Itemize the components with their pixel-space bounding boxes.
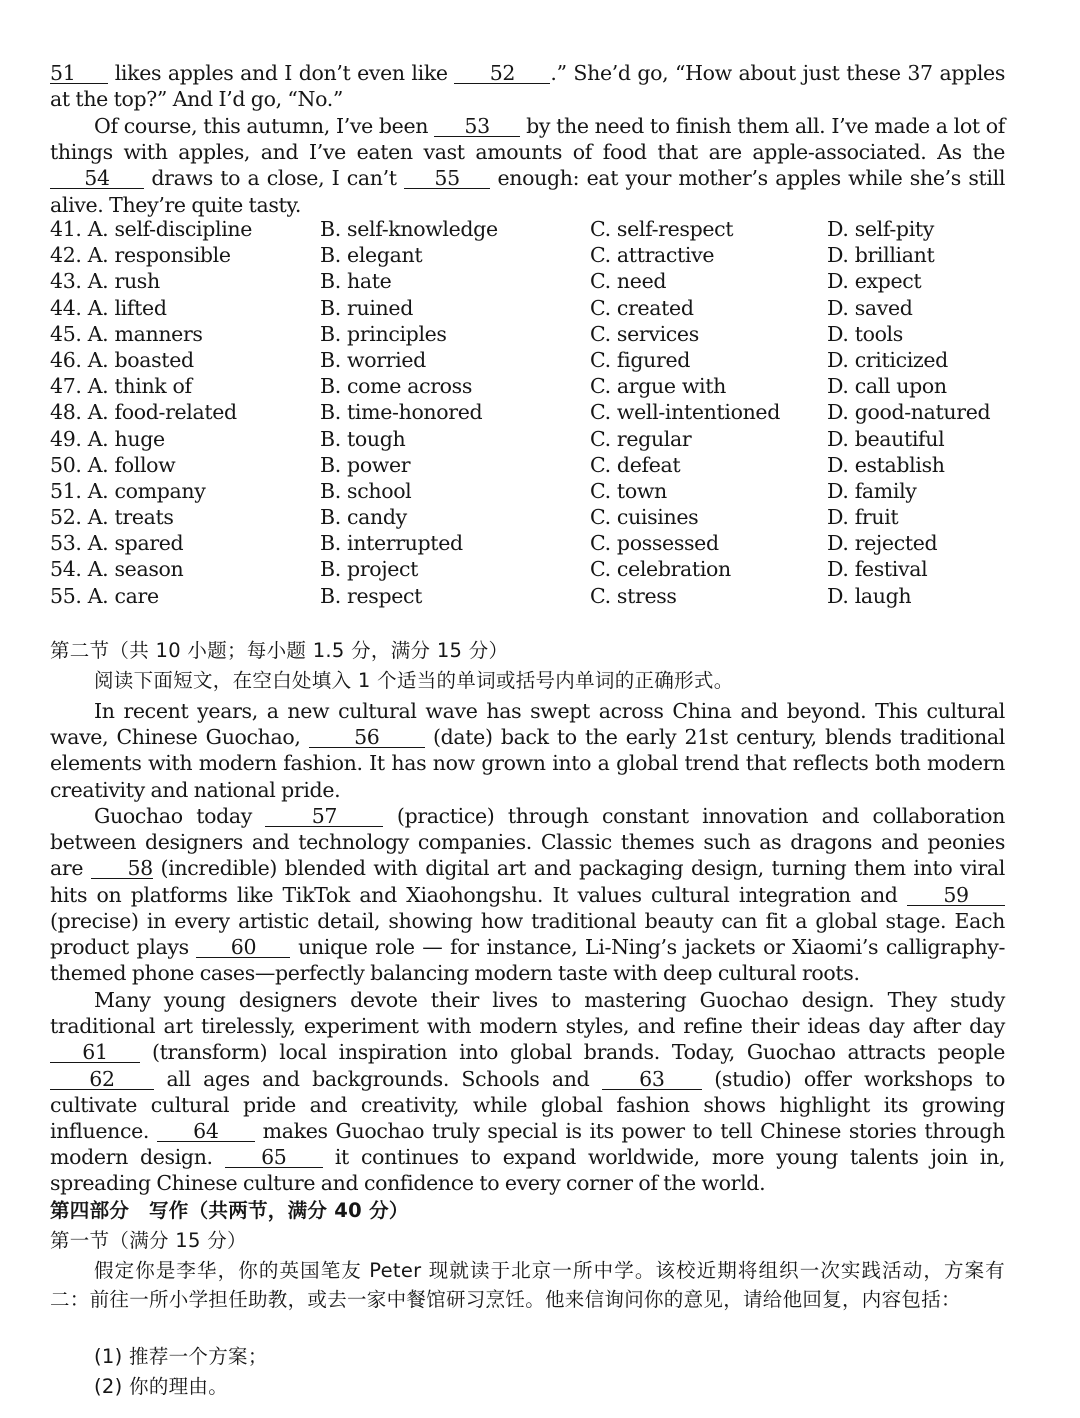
option-45-c: C. services [590,321,699,346]
option-55-c: C. stress [590,583,677,608]
blank-51: 51 [50,63,108,84]
blank-57: 57 [265,806,383,827]
option-45-a: 45. A. manners [50,321,203,346]
option-row-45 [50,322,1050,348]
blank-59: 59 [907,885,1005,906]
option-41-c: C. self-respect [590,217,734,241]
option-row-54 [50,557,1050,583]
option-52-a: 52. A. treats [50,505,174,530]
option-42-b: B. elegant [320,243,423,268]
blank-52: 52 [454,63,550,84]
grammar-paragraph-2 [50,803,1005,986]
option-43-a: 43. A. rush [50,269,160,294]
option-42-c: C. attractive [590,243,715,268]
passage-text: Of course, this autumn, I’ve been [94,114,429,138]
cloze-passage-end [50,60,1005,112]
passage-text: likes apples and I don’t even like [114,61,448,85]
option-42-d: D. brilliant [827,243,935,268]
option-54-b: B. project [320,557,419,582]
option-46-a: 46. A. boasted [50,347,194,372]
option-49-d: D. beautiful [827,426,945,451]
passage-text: enough: eat your mother’s apples while she’s still alive. They’re quite tasty. [50,166,1006,217]
blank-54: 54 [50,168,144,189]
option-47-d: D. call upon [827,374,947,399]
option-row-47 [50,374,1050,400]
option-row-51 [50,479,1050,505]
option-row-41 [50,217,1050,243]
blank-63: 63 [602,1069,702,1090]
option-row-49 [50,427,1050,453]
option-48-c: C. well-intentioned [590,400,780,425]
option-53-d: D. rejected [827,531,938,556]
option-45-b: B. principles [320,321,447,346]
option-50-c: C. defeat [590,452,681,477]
grammar-paragraph-3 [50,987,1005,1197]
option-43-c: C. need [590,269,667,294]
option-54-d: D. festival [827,557,928,582]
option-53-a: 53. A. spared [50,531,184,556]
option-53-b: B. interrupted [320,531,463,556]
option-41-d: D. self-pity [827,217,935,241]
part-4-section-1-heading: 第一节（满分 15 分） [50,1229,247,1252]
blank-61: 61 [50,1042,140,1063]
passage-text: (practice) through constant innovation and collaboration between designers and technology companies. Classic themes such as dragons and peonies are [50,804,1005,881]
writing-requirement-2: (2) 你的理由。 [94,1375,229,1398]
section-2-heading: 第二节（共 10 小题；每小题 1.5 分，满分 15 分） [50,639,509,662]
option-55-b: B. respect [320,583,423,608]
option-row-44 [50,296,1050,322]
passage-text: Guochao today [94,804,252,828]
options-table [50,217,1050,610]
grammar-paragraph-1 [50,698,1005,803]
option-row-42 [50,243,1050,269]
option-46-d: D. criticized [827,347,948,372]
passage-text: it continues to expand worldwide, more young talents join in, spreading Chinese culture and confidence to every corner of the world. [50,1145,1005,1196]
option-51-c: C. town [590,478,667,503]
passage-text: .” She’d go, “How about just these 37 apples at the top?” And I’d go, “No.” [50,61,1006,112]
option-row-52 [50,505,1050,531]
cloze-passage-paragraph [50,113,1005,218]
blank-62: 62 [50,1069,154,1090]
blank-65: 65 [225,1147,323,1168]
option-47-b: B. come across [320,374,472,399]
option-45-d: D. tools [827,321,903,346]
passage-text: Many young designers devote their lives to mastering Guochao design. They study traditional art tirelessly, experiment with modern styles, and refine their ideas day after day [50,988,1005,1039]
option-44-a: 44. A. lifted [50,295,167,320]
option-44-c: C. created [590,295,694,320]
option-51-b: B. school [320,478,412,503]
option-row-55 [50,584,1050,610]
option-49-a: 49. A. huge [50,426,165,451]
option-49-c: C. regular [590,426,692,451]
passage-text: (transform) local inspiration into global brands. Today, Guochao attracts people [151,1040,1005,1065]
blank-53: 53 [434,116,520,137]
section-2-instruction: 阅读下面短文，在空白处填入 1 个适当的单词或括号内单词的正确形式。 [94,669,734,692]
passage-text: all ages and backgrounds. Schools and [166,1066,590,1091]
option-42-a: 42. A. responsible [50,243,231,268]
option-52-c: C. cuisines [590,505,699,530]
option-44-d: D. saved [827,295,913,320]
passage-text: (date) back to the early 21st century, blends traditional elements with modern fashion. It has now grown into a global trend that reflects both modern creativity and national pride. [50,725,1005,802]
writing-prompt: 假定你是李华，你的英国笔友 Peter 现就读于北京一所中学。该校近期将组织一次实践活动，方案有二：前往一所小学担任助教，或去一家中餐馆研习烹饪。他来信询问你的意见，请给他回复，内容包括： [50,1259,1005,1311]
passage-text: unique role — for instance, Li-Ning’s jackets or Xiaomi’s calligraphy-themed phone cases—perfectly balancing modern taste with deep cultural roots. [50,935,1006,986]
blank-60: 60 [196,937,290,958]
option-55-d: D. laugh [827,583,912,608]
option-41-a: 41. A. self-discipline [50,217,253,241]
blank-64: 64 [157,1121,255,1142]
option-52-b: B. candy [320,505,407,530]
passage-text: makes Guochao truly special is its power to tell Chinese stories through modern design. [50,1119,1005,1170]
passage-text: by the need to finish them all. I’ve made a lot of things with apples, and I’ve eaten vast amounts of food that are apple-associated. As the [50,114,1005,165]
option-row-46 [50,348,1050,374]
option-row-53 [50,531,1050,557]
option-48-d: D. good-natured [827,400,991,425]
passage-text: (precise) in every artistic detail, showing how traditional beauty can fit a global stage. Each product plays [50,908,1005,960]
option-54-a: 54. A. season [50,557,184,582]
passage-text: (studio) offer workshops to cultivate cultural pride and creativity, while global fashion shows highlight its growing influence. [50,1066,1005,1144]
writing-requirement-1: (1) 推荐一个方案； [94,1345,268,1368]
option-49-b: B. tough [320,426,406,451]
option-43-d: D. expect [827,269,922,294]
option-51-a: 51. A. company [50,478,206,503]
option-row-48 [50,400,1050,426]
option-50-d: D. establish [827,452,945,477]
option-44-b: B. ruined [320,295,413,320]
option-50-b: B. power [320,452,411,477]
option-row-43 [50,269,1050,295]
option-47-a: 47. A. think of [50,374,192,399]
option-row-50 [50,453,1050,479]
part-4-heading: 第四部分 写作（共两节，满分 40 分） [50,1199,409,1222]
passage-text: In recent years, a new cultural wave has swept across China and beyond. This cultural wave, Chinese Guochao, [50,699,1005,750]
option-53-c: C. possessed [590,531,719,556]
option-51-d: D. family [827,478,917,503]
option-46-c: C. figured [590,347,691,372]
option-54-c: C. celebration [590,557,731,582]
option-55-a: 55. A. care [50,583,159,608]
option-48-a: 48. A. food-related [50,400,237,425]
blank-56: 56 [309,727,425,748]
option-46-b: B. worried [320,347,426,372]
option-52-d: D. fruit [827,505,899,530]
blank-55: 55 [404,168,490,189]
passage-text: draws to a close, I can’t [151,166,397,191]
option-47-c: C. argue with [590,374,726,399]
passage-text: (incredible) blended with digital art and packaging design, turning them into viral hits on platforms like TikTok and Xiaohongshu. It values cultural integration and [50,856,1005,907]
option-41-b: B. self-knowledge [320,217,498,241]
option-48-b: B. time-honored [320,400,483,425]
option-43-b: B. hate [320,269,392,294]
blank-58: 58 [91,858,153,879]
option-50-a: 50. A. follow [50,452,176,477]
